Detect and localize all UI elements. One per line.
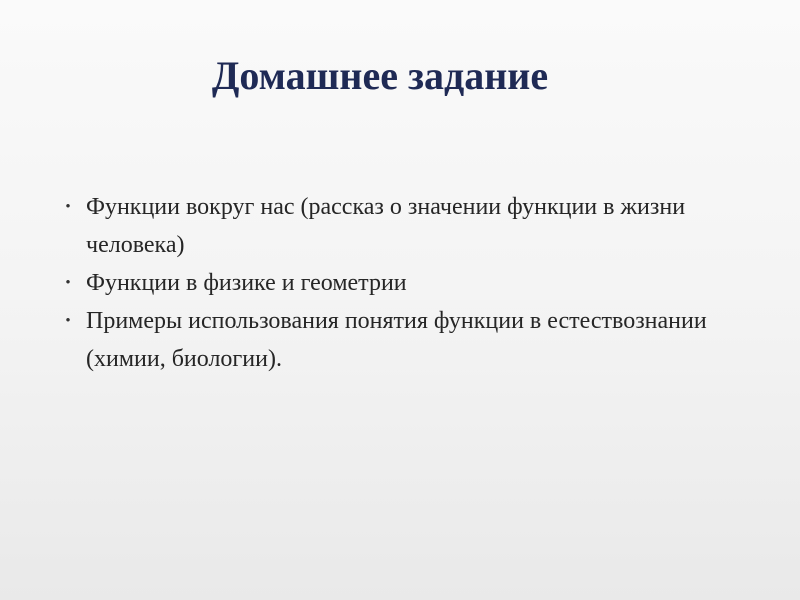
- list-item: [58, 188, 768, 264]
- list-item-text: Примеры использования понятия функции в естествознании (химии, биологии).: [86, 308, 707, 372]
- list-item-text: Функции вокруг нас (рассказ о значении функции в жизни человека): [86, 194, 686, 258]
- list-item: [58, 302, 768, 378]
- list-item: [58, 264, 768, 302]
- slide-title: Домашнее задание: [211, 53, 549, 98]
- bullet-icon: •: [65, 199, 71, 215]
- bullet-icon: •: [65, 313, 71, 329]
- bullet-icon: •: [65, 275, 71, 291]
- homework-list: [58, 188, 768, 378]
- list-item-text: Функции в физике и геометрии: [86, 270, 407, 296]
